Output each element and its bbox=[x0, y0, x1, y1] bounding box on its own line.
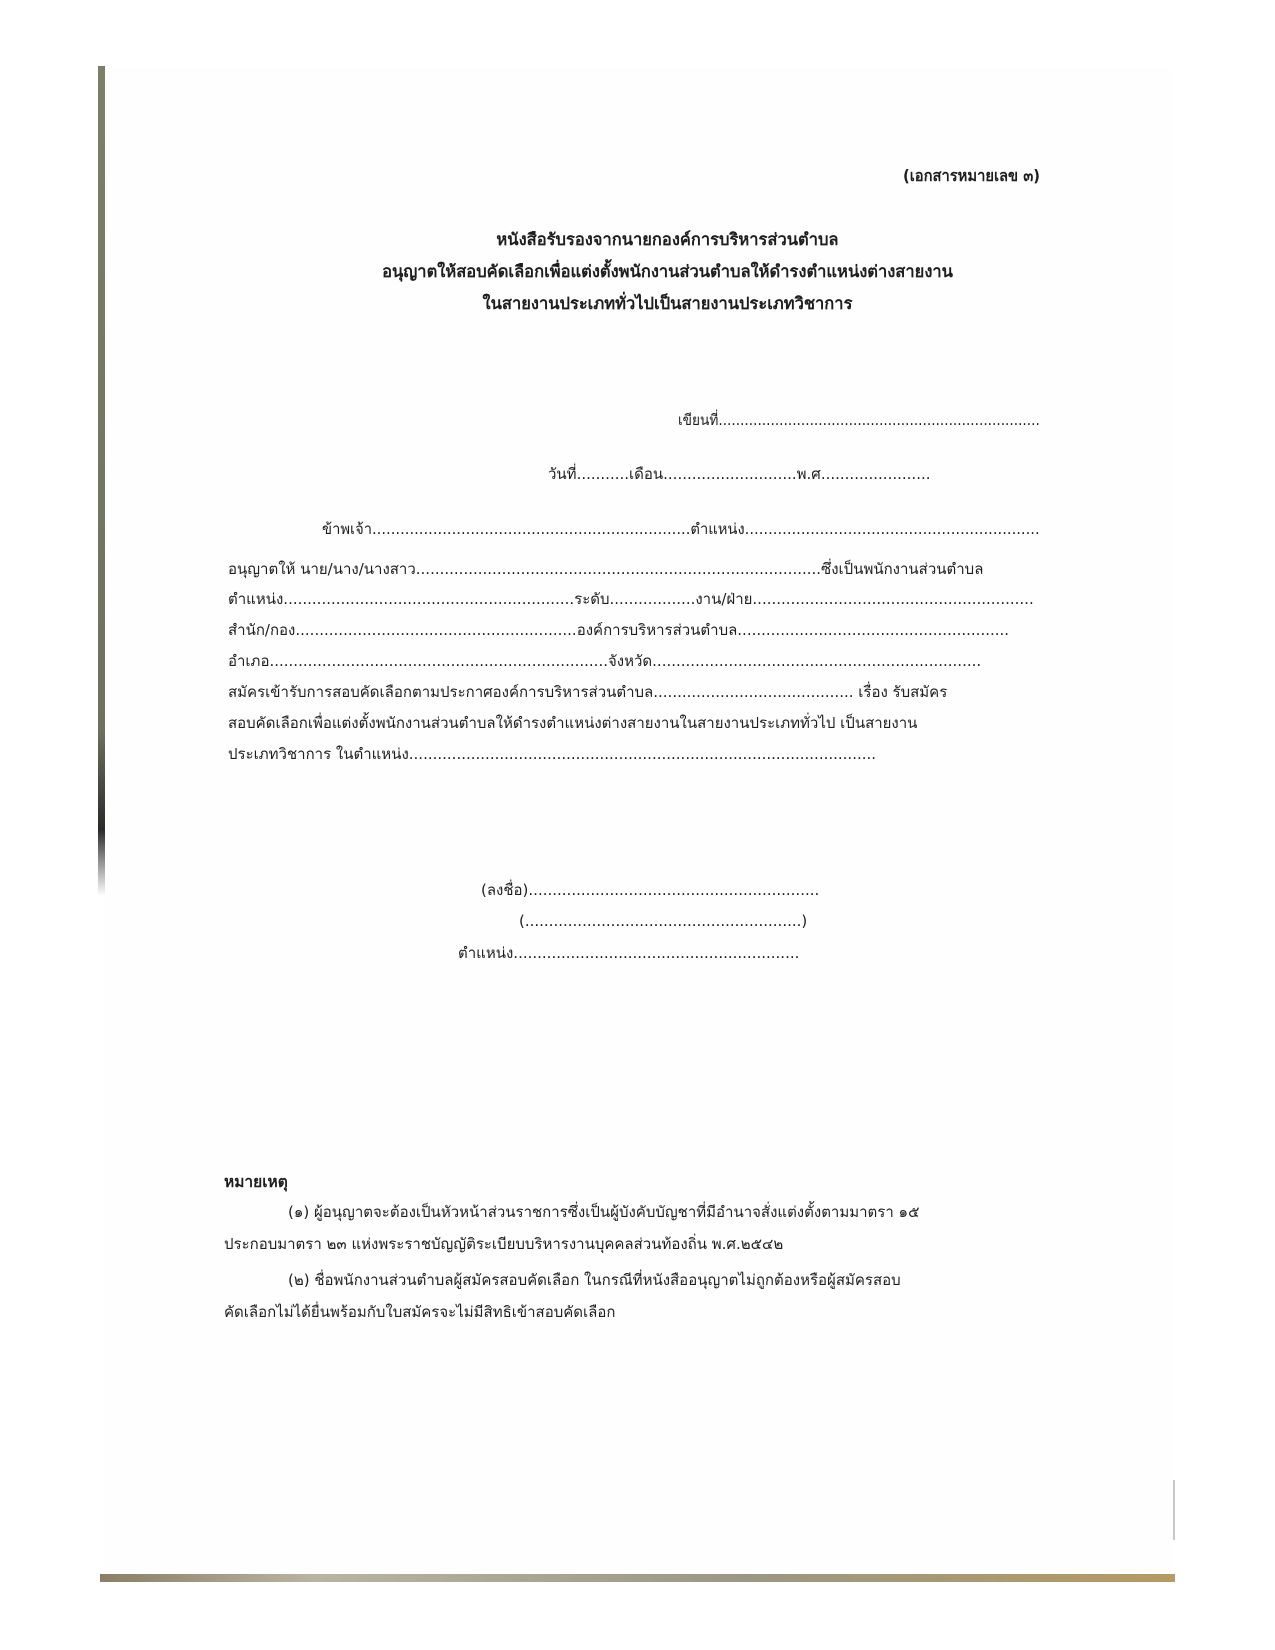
note-1-line-1: (๑) ผู้อนุญาตจะต้องเป็นหัวหน้าส่วนราชการซึ่งเป็นผู้บังคับบัญชาที่มีอำนาจสั่งแต่งตั้งตามมาตรา ๑๕ bbox=[288, 1203, 920, 1221]
body-line-permit[interactable]: อนุญาตให้ นาย/นาง/นางสาว.....................................................................................ซึ่งเป็นพนักงานส่วนตำบล bbox=[228, 560, 984, 578]
page-left-edge-shadow bbox=[98, 66, 105, 896]
body-line-declarant[interactable]: ข้าพเจ้า....................................................................ตำแหน่ง............................................................... bbox=[322, 520, 1040, 538]
title-line-3: ในสายงานประเภททั่วไปเป็นสายงานประเภทวิชาการ bbox=[482, 294, 853, 313]
written-at-field[interactable]: เขียนที่.......................................................................... bbox=[678, 411, 1040, 429]
title-line-1: หนังสือรับรองจากนายกองค์การบริหารส่วนตำบล bbox=[496, 230, 839, 249]
signature-name-line[interactable]: (..........................................................) bbox=[519, 912, 808, 930]
date-field[interactable]: วันที่...........เดือน............................พ.ศ....................... bbox=[548, 465, 931, 483]
title-line-2: อนุญาตให้สอบคัดเลือกเพื่อแต่งตั้งพนักงานส่วนตำบลให้ดำรงตำแหน่งต่างสายงาน bbox=[382, 262, 953, 281]
body-line-office[interactable]: สำนัก/กอง...........................................................องค์การบริหารส่วนตำบล......................................................... bbox=[228, 621, 1010, 639]
body-line-position[interactable]: ตำแหน่ง.............................................................ระดับ..................งาน/ฝ่าย........................................................... bbox=[228, 590, 1034, 608]
page-bottom-edge-shadow bbox=[100, 1574, 1175, 1582]
body-line-apply[interactable]: สมัครเข้ารับการสอบคัดเลือกตามประกาศองค์การบริหารส่วนตำบล.......................................... เรื่อง รับสมัคร bbox=[228, 683, 948, 701]
note-1-line-2: ประกอบมาตรา ๒๓ แห่งพระราชบัญญัติระเบียบบริหารงานบุคคลส่วนท้องถิ่น พ.ศ.๒๕๔๒ bbox=[224, 1235, 784, 1253]
page-right-edge bbox=[1173, 1480, 1175, 1540]
body-line-district[interactable]: อำเภอ.......................................................................จังหวัด..................................................................... bbox=[228, 652, 982, 670]
notes-heading: หมายเหตุ bbox=[224, 1173, 288, 1191]
note-2-line-2: คัดเลือกไม่ได้ยื่นพร้อมกับใบสมัครจะไม่มีสิทธิเข้าสอบคัดเลือก bbox=[224, 1303, 616, 1321]
signature-line[interactable]: (ลงชื่อ)............................................................. bbox=[481, 881, 820, 899]
note-2-line-1: (๒) ชื่อพนักงานส่วนตำบลผู้สมัครสอบคัดเลือก ในกรณีที่หนังสืออนุญาตไม่ถูกต้องหรือผู้สมัครสอบ bbox=[288, 1271, 901, 1289]
body-line-target-position[interactable]: ประเภทวิชาการ ในตำแหน่ง.................................................................................................. bbox=[228, 745, 877, 763]
body-line-exam: สอบคัดเลือกเพื่อแต่งตั้งพนักงานส่วนตำบลให้ดำรงตำแหน่งต่างสายงานในสายงานประเภททั่วไป เป็นสายงาน bbox=[228, 714, 918, 732]
document-number: (เอกสารหมายเลข ๓) bbox=[903, 166, 1040, 185]
paper-sheet bbox=[104, 66, 1174, 1578]
signature-position-line[interactable]: ตำแหน่ง............................................................ bbox=[458, 944, 800, 962]
